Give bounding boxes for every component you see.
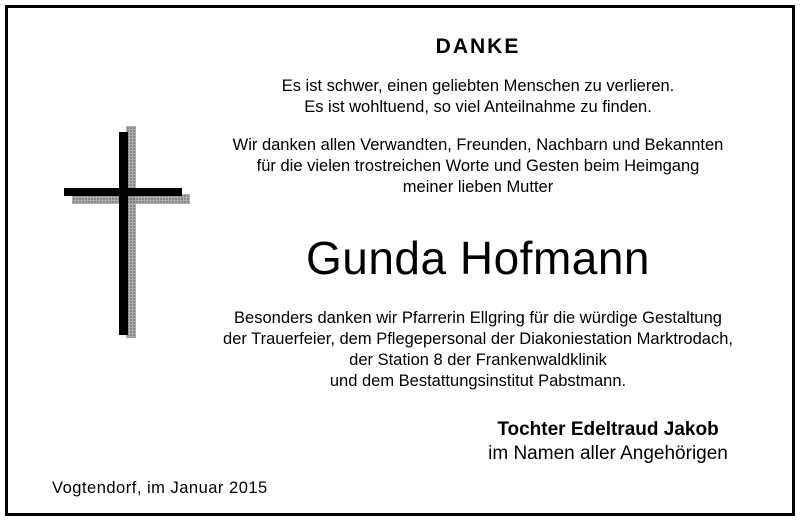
special-thanks-line-4: und dem Bestattungsinstitut Pabstmann.: [329, 372, 627, 390]
special-thanks-line-1: Besonders danken wir Pfarrerin Ellgring für die würdige Gestaltung: [234, 309, 722, 327]
signature-name: Tochter Edeltraud Jakob: [497, 419, 719, 440]
cross-vertical-beam: [119, 132, 128, 335]
signature-block: [438, 418, 778, 466]
thanks-line-3: meiner lieben Mutter: [402, 178, 554, 196]
intro-line-1: Es ist schwer, einen geliebten Menschen zu verlieren.: [281, 77, 675, 95]
cross-horizontal-beam: [64, 188, 182, 196]
special-thanks-text: [198, 308, 758, 392]
thanks-line-1: Wir danken allen Verwandten, Freunden, Nachbarn und Bekannten: [232, 136, 724, 154]
deceased-name: Gunda Hofmann: [305, 232, 651, 284]
thanks-text: [198, 135, 758, 198]
thanks-line-2: für die vielen trostreichen Worte und Gesten beim Heimgang: [256, 157, 700, 175]
intro-line-2: Es ist wohltuend, so viel Anteilnahme zu finden.: [304, 98, 652, 116]
intro-text: [198, 76, 758, 118]
place-date: Vogtendorf, im Januar 2015: [52, 479, 268, 497]
special-thanks-line-2: der Trauerfeier, dem Pflegepersonal der Diakoniestation Marktrodach,: [223, 330, 733, 348]
heading-danke: DANKE: [435, 35, 521, 58]
cross-icon: [60, 126, 190, 341]
obituary-notice: [5, 5, 795, 516]
signature-subline: im Namen aller Angehörigen: [488, 443, 728, 464]
special-thanks-line-3: der Station 8 der Frankenwaldklinik: [349, 351, 607, 369]
